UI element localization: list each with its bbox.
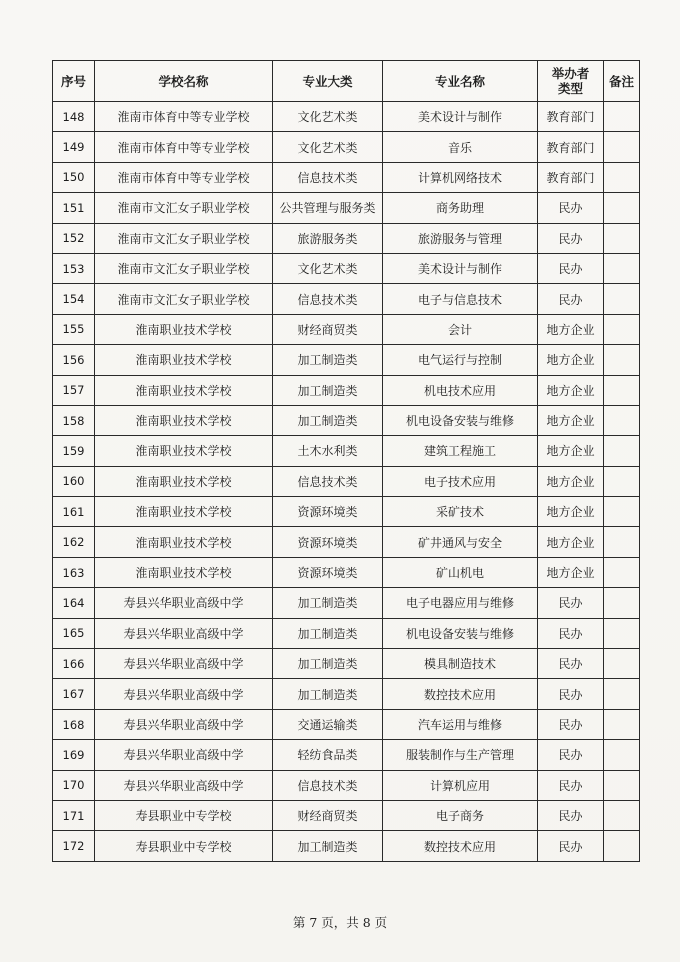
cell-major: 机电设备安装与维修 bbox=[383, 405, 538, 435]
table-row bbox=[53, 375, 640, 405]
cell-organizer-type: 地方企业 bbox=[538, 405, 604, 435]
cell-organizer-type: 民办 bbox=[538, 831, 604, 861]
table-row bbox=[53, 284, 640, 314]
cell-seq: 170 bbox=[53, 770, 95, 800]
cell-organizer-type: 民办 bbox=[538, 800, 604, 830]
cell-school: 淮南市文汇女子职业学校 bbox=[95, 253, 273, 283]
cell-major: 采矿技术 bbox=[383, 497, 538, 527]
cell-organizer-type: 民办 bbox=[538, 679, 604, 709]
cell-seq: 151 bbox=[53, 193, 95, 223]
cell-school: 淮南职业技术学校 bbox=[95, 557, 273, 587]
cell-organizer-type: 地方企业 bbox=[538, 436, 604, 466]
cell-seq: 148 bbox=[53, 102, 95, 132]
cell-seq: 164 bbox=[53, 588, 95, 618]
cell-organizer-type: 民办 bbox=[538, 709, 604, 739]
cell-remarks bbox=[604, 375, 640, 405]
cell-seq: 156 bbox=[53, 345, 95, 375]
cell-organizer-type: 民办 bbox=[538, 223, 604, 253]
cell-category: 土木水利类 bbox=[273, 436, 383, 466]
cell-remarks bbox=[604, 740, 640, 770]
cell-remarks bbox=[604, 770, 640, 800]
table-row bbox=[53, 345, 640, 375]
cell-seq: 152 bbox=[53, 223, 95, 253]
cell-school: 寿县兴华职业高级中学 bbox=[95, 770, 273, 800]
cell-school: 淮南职业技术学校 bbox=[95, 466, 273, 496]
cell-category: 加工制造类 bbox=[273, 345, 383, 375]
table-row bbox=[53, 557, 640, 587]
cell-major: 计算机网络技术 bbox=[383, 162, 538, 192]
cell-seq: 169 bbox=[53, 740, 95, 770]
cell-remarks bbox=[604, 679, 640, 709]
cell-remarks bbox=[604, 314, 640, 344]
cell-category: 加工制造类 bbox=[273, 679, 383, 709]
table-row bbox=[53, 709, 640, 739]
cell-remarks bbox=[604, 497, 640, 527]
cell-category: 资源环境类 bbox=[273, 497, 383, 527]
header-seq: 序号 bbox=[53, 61, 95, 102]
cell-school: 寿县兴华职业高级中学 bbox=[95, 649, 273, 679]
cell-seq: 157 bbox=[53, 375, 95, 405]
school-major-table bbox=[52, 60, 640, 862]
cell-organizer-type: 地方企业 bbox=[538, 466, 604, 496]
table-row bbox=[53, 223, 640, 253]
cell-seq: 168 bbox=[53, 709, 95, 739]
table-row bbox=[53, 618, 640, 648]
cell-organizer-type: 地方企业 bbox=[538, 375, 604, 405]
cell-remarks bbox=[604, 618, 640, 648]
cell-major: 数控技术应用 bbox=[383, 679, 538, 709]
cell-remarks bbox=[604, 649, 640, 679]
cell-category: 加工制造类 bbox=[273, 588, 383, 618]
cell-school: 寿县职业中专学校 bbox=[95, 831, 273, 861]
cell-seq: 162 bbox=[53, 527, 95, 557]
cell-major: 机电设备安装与维修 bbox=[383, 618, 538, 648]
cell-school: 淮南市文汇女子职业学校 bbox=[95, 193, 273, 223]
cell-category: 加工制造类 bbox=[273, 618, 383, 648]
table-body bbox=[53, 102, 640, 862]
cell-school: 淮南职业技术学校 bbox=[95, 345, 273, 375]
table-row bbox=[53, 679, 640, 709]
cell-remarks bbox=[604, 527, 640, 557]
cell-seq: 153 bbox=[53, 253, 95, 283]
cell-major: 旅游服务与管理 bbox=[383, 223, 538, 253]
cell-remarks bbox=[604, 557, 640, 587]
table-header bbox=[53, 61, 640, 102]
header-organizer-type-line1: 举办者 bbox=[551, 66, 590, 81]
table-row bbox=[53, 102, 640, 132]
cell-organizer-type: 地方企业 bbox=[538, 314, 604, 344]
table-row bbox=[53, 497, 640, 527]
cell-major: 汽车运用与维修 bbox=[383, 709, 538, 739]
cell-organizer-type: 地方企业 bbox=[538, 557, 604, 587]
cell-remarks bbox=[604, 709, 640, 739]
cell-school: 淮南职业技术学校 bbox=[95, 527, 273, 557]
cell-category: 资源环境类 bbox=[273, 557, 383, 587]
table-row bbox=[53, 314, 640, 344]
cell-category: 加工制造类 bbox=[273, 405, 383, 435]
table-row bbox=[53, 466, 640, 496]
cell-seq: 150 bbox=[53, 162, 95, 192]
cell-school: 寿县职业中专学校 bbox=[95, 800, 273, 830]
cell-category: 加工制造类 bbox=[273, 649, 383, 679]
cell-school: 寿县兴华职业高级中学 bbox=[95, 618, 273, 648]
table-row bbox=[53, 831, 640, 861]
cell-category: 加工制造类 bbox=[273, 831, 383, 861]
cell-category: 交通运输类 bbox=[273, 709, 383, 739]
header-row bbox=[53, 61, 640, 102]
cell-major: 美术设计与制作 bbox=[383, 102, 538, 132]
cell-category: 信息技术类 bbox=[273, 466, 383, 496]
cell-remarks bbox=[604, 193, 640, 223]
header-organizer-type-line2: 类型 bbox=[557, 81, 583, 96]
cell-major: 机电技术应用 bbox=[383, 375, 538, 405]
cell-seq: 166 bbox=[53, 649, 95, 679]
cell-major: 模具制造技术 bbox=[383, 649, 538, 679]
cell-category: 文化艺术类 bbox=[273, 253, 383, 283]
cell-category: 文化艺术类 bbox=[273, 102, 383, 132]
cell-category: 轻纺食品类 bbox=[273, 740, 383, 770]
cell-school: 淮南市体育中等专业学校 bbox=[95, 102, 273, 132]
page-number: 第 7 页，共 8 页 bbox=[292, 915, 388, 930]
cell-school: 淮南职业技术学校 bbox=[95, 314, 273, 344]
cell-category: 加工制造类 bbox=[273, 375, 383, 405]
cell-remarks bbox=[604, 284, 640, 314]
cell-organizer-type: 民办 bbox=[538, 284, 604, 314]
table-row bbox=[53, 800, 640, 830]
header-organizer-type bbox=[538, 61, 604, 102]
table-row bbox=[53, 436, 640, 466]
cell-remarks bbox=[604, 831, 640, 861]
cell-category: 信息技术类 bbox=[273, 770, 383, 800]
cell-category: 财经商贸类 bbox=[273, 800, 383, 830]
cell-remarks bbox=[604, 223, 640, 253]
cell-seq: 154 bbox=[53, 284, 95, 314]
cell-remarks bbox=[604, 466, 640, 496]
cell-remarks bbox=[604, 253, 640, 283]
cell-organizer-type: 民办 bbox=[538, 253, 604, 283]
table-row bbox=[53, 527, 640, 557]
cell-school: 淮南职业技术学校 bbox=[95, 375, 273, 405]
cell-major: 矿井通风与安全 bbox=[383, 527, 538, 557]
cell-major: 会计 bbox=[383, 314, 538, 344]
cell-category: 旅游服务类 bbox=[273, 223, 383, 253]
cell-organizer-type: 民办 bbox=[538, 193, 604, 223]
cell-remarks bbox=[604, 102, 640, 132]
cell-school: 淮南职业技术学校 bbox=[95, 497, 273, 527]
cell-seq: 159 bbox=[53, 436, 95, 466]
cell-remarks bbox=[604, 436, 640, 466]
cell-organizer-type: 民办 bbox=[538, 770, 604, 800]
cell-seq: 160 bbox=[53, 466, 95, 496]
cell-major: 数控技术应用 bbox=[383, 831, 538, 861]
table-row bbox=[53, 132, 640, 162]
cell-school: 淮南市文汇女子职业学校 bbox=[95, 284, 273, 314]
cell-organizer-type: 教育部门 bbox=[538, 102, 604, 132]
cell-seq: 163 bbox=[53, 557, 95, 587]
cell-school: 淮南职业技术学校 bbox=[95, 405, 273, 435]
cell-major: 矿山机电 bbox=[383, 557, 538, 587]
table-row bbox=[53, 649, 640, 679]
cell-major: 商务助理 bbox=[383, 193, 538, 223]
cell-category: 信息技术类 bbox=[273, 284, 383, 314]
header-category: 专业大类 bbox=[273, 61, 383, 102]
cell-remarks bbox=[604, 588, 640, 618]
header-school: 学校名称 bbox=[95, 61, 273, 102]
cell-seq: 167 bbox=[53, 679, 95, 709]
cell-organizer-type: 教育部门 bbox=[538, 162, 604, 192]
cell-remarks bbox=[604, 132, 640, 162]
cell-category: 文化艺术类 bbox=[273, 132, 383, 162]
cell-school: 寿县兴华职业高级中学 bbox=[95, 588, 273, 618]
cell-remarks bbox=[604, 162, 640, 192]
cell-school: 淮南市体育中等专业学校 bbox=[95, 162, 273, 192]
cell-seq: 161 bbox=[53, 497, 95, 527]
cell-organizer-type: 地方企业 bbox=[538, 345, 604, 375]
table-row bbox=[53, 193, 640, 223]
cell-major: 美术设计与制作 bbox=[383, 253, 538, 283]
cell-seq: 158 bbox=[53, 405, 95, 435]
cell-school: 淮南市体育中等专业学校 bbox=[95, 132, 273, 162]
cell-major: 计算机应用 bbox=[383, 770, 538, 800]
cell-organizer-type: 地方企业 bbox=[538, 497, 604, 527]
cell-school: 淮南市文汇女子职业学校 bbox=[95, 223, 273, 253]
cell-seq: 172 bbox=[53, 831, 95, 861]
table-row bbox=[53, 770, 640, 800]
cell-major: 建筑工程施工 bbox=[383, 436, 538, 466]
cell-major: 音乐 bbox=[383, 132, 538, 162]
table-row bbox=[53, 405, 640, 435]
header-major: 专业名称 bbox=[383, 61, 538, 102]
cell-seq: 149 bbox=[53, 132, 95, 162]
cell-category: 资源环境类 bbox=[273, 527, 383, 557]
header-remarks: 备注 bbox=[604, 61, 640, 102]
cell-remarks bbox=[604, 345, 640, 375]
table-row bbox=[53, 740, 640, 770]
cell-organizer-type: 民办 bbox=[538, 588, 604, 618]
cell-seq: 171 bbox=[53, 800, 95, 830]
cell-school: 寿县兴华职业高级中学 bbox=[95, 709, 273, 739]
cell-category: 公共管理与服务类 bbox=[273, 193, 383, 223]
table-row bbox=[53, 588, 640, 618]
table-row bbox=[53, 162, 640, 192]
table-row bbox=[53, 253, 640, 283]
cell-major: 电气运行与控制 bbox=[383, 345, 538, 375]
cell-organizer-type: 民办 bbox=[538, 740, 604, 770]
cell-remarks bbox=[604, 800, 640, 830]
cell-organizer-type: 民办 bbox=[538, 618, 604, 648]
cell-seq: 155 bbox=[53, 314, 95, 344]
cell-major: 电子技术应用 bbox=[383, 466, 538, 496]
cell-organizer-type: 教育部门 bbox=[538, 132, 604, 162]
cell-organizer-type: 民办 bbox=[538, 649, 604, 679]
cell-major: 电子电器应用与维修 bbox=[383, 588, 538, 618]
cell-remarks bbox=[604, 405, 640, 435]
cell-school: 淮南职业技术学校 bbox=[95, 436, 273, 466]
cell-major: 服装制作与生产管理 bbox=[383, 740, 538, 770]
cell-category: 信息技术类 bbox=[273, 162, 383, 192]
cell-school: 寿县兴华职业高级中学 bbox=[95, 740, 273, 770]
cell-category: 财经商贸类 bbox=[273, 314, 383, 344]
cell-major: 电子与信息技术 bbox=[383, 284, 538, 314]
cell-organizer-type: 地方企业 bbox=[538, 527, 604, 557]
cell-school: 寿县兴华职业高级中学 bbox=[95, 679, 273, 709]
cell-major: 电子商务 bbox=[383, 800, 538, 830]
cell-seq: 165 bbox=[53, 618, 95, 648]
